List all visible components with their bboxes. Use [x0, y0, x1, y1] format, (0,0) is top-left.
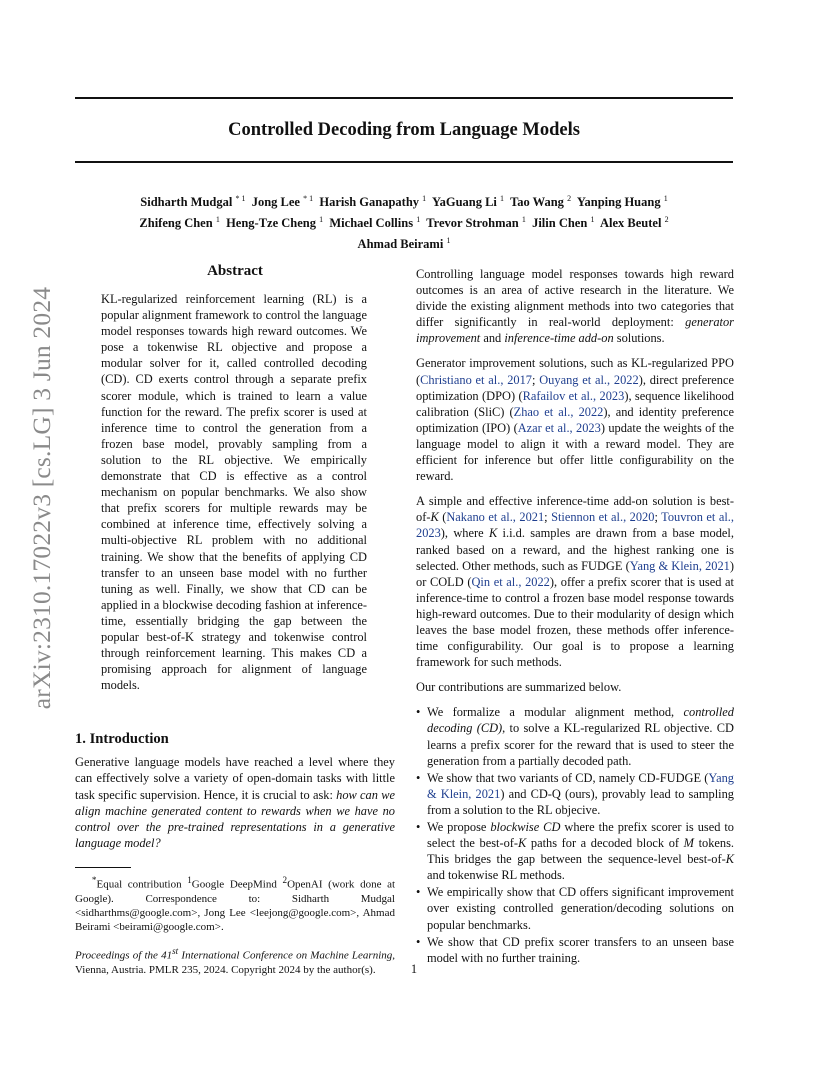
- affiliation-mark: 1: [319, 215, 324, 225]
- text: A simple and effective inference-time add-on solution is best-of-: [416, 494, 734, 525]
- title-rule: [75, 161, 733, 163]
- text: ;: [654, 510, 662, 525]
- text: We show that CD prefix scorer transfers to an unseen base model with no further training.: [427, 934, 734, 965]
- emphasis: controlled decoding (CD): [427, 705, 734, 736]
- affiliation-mark: 1: [416, 215, 421, 225]
- text: ) or COLD (: [416, 558, 734, 589]
- text: ;: [544, 510, 552, 525]
- footnote-correspondence: Sidharth Mudgal <sidharthms@google.com>, Jong Lee <leejong@google.com>, Ahmad Beirami <beirami@google.com>.: [75, 892, 395, 934]
- arxiv-identifier: arXiv:2310.17022v3 [cs.LG] 3 Jun 2024: [27, 286, 56, 710]
- text: (: [438, 510, 447, 525]
- author-list: [75, 190, 733, 253]
- math-k: K: [488, 526, 498, 541]
- footnote-aff2-mark: 2: [282, 874, 288, 885]
- math-k: K: [430, 510, 439, 525]
- author-line-1: [75, 190, 733, 211]
- author: Michael Collins: [329, 216, 414, 231]
- list-item: [416, 884, 734, 932]
- text: Controlling language model responses towards high reward outcomes is an area of active research in the literature. We divide the existing alignment methods into two categories that differ significantly in real-world deployment:: [416, 267, 734, 330]
- affiliation-mark: 1: [446, 236, 451, 246]
- author: Yanping Huang: [576, 195, 661, 210]
- text: Generator improvement solutions, such as KL-regularized PPO (: [416, 356, 734, 387]
- text: We empirically show that CD offers significant improvement over existing controlled generation/decoding solutions on popular benchmarks.: [427, 885, 734, 932]
- proceedings-conference: International Conference on Machine Learning: [181, 950, 393, 963]
- text: ) and CD-Q (ours), provably lead to sampling from a solution to the RL objecive.: [427, 786, 734, 817]
- footnote-aff1-mark: 1: [187, 874, 192, 885]
- abstract-heading: Abstract: [207, 263, 263, 279]
- text: ) update the weights of the language model to align it with a reward model. They are efficient for inference but offer little configurability on the reward.: [416, 420, 734, 484]
- list-item: [416, 819, 734, 883]
- footnote-rule: [75, 867, 131, 868]
- text: ), sequence likelihood calibration (SliC) (: [416, 388, 734, 419]
- author-line-2: [75, 211, 733, 232]
- right-paragraph-1: [416, 266, 734, 346]
- section-heading-introduction: 1. Introduction: [75, 731, 169, 748]
- author: Heng-Tze Cheng: [226, 216, 316, 231]
- affiliation-mark: 1: [422, 194, 427, 203]
- proceedings-edition-sup: st: [172, 946, 179, 957]
- emphasis: inference-time add-on: [504, 331, 614, 346]
- proceedings-lead: Proceedings of the: [75, 950, 158, 963]
- math-k: K: [725, 852, 734, 867]
- affiliation-mark: 1: [663, 194, 668, 203]
- proceedings-tail: , Vienna, Austria. PMLR 235, 2024. Copyright 2024 by the author(s).: [75, 950, 396, 977]
- top-rule: [75, 97, 733, 99]
- affiliation-mark: 1: [521, 215, 526, 225]
- right-paragraph-3: [416, 493, 734, 670]
- math-m: M: [683, 836, 694, 851]
- text: ), and identity preference optimization (IPO) (: [416, 404, 734, 435]
- affiliation-mark: 2: [664, 215, 669, 225]
- author: Zhifeng Chen: [139, 216, 213, 231]
- affiliation-mark: 1: [500, 194, 505, 203]
- footnote: [75, 873, 395, 934]
- author: Jilin Chen: [532, 216, 588, 231]
- text: i.i.d. samples are drawn from a base model, ranked based on a reward, and the highest ranking one is selected. Other methods, such as FUDGE (: [416, 526, 734, 573]
- citation-link[interactable]: Yang & Klein, 2021: [427, 770, 734, 801]
- math-k: K: [518, 836, 527, 851]
- author: Trevor Strohman: [426, 216, 519, 231]
- text: ), offer a prefix scorer that is used at inference-time to control a frozen base model response towards high-reward outcomes. Due to their modularity of design which leaves the base model frozen, these methods offer inference-time configurability. Our goal is to propose a learning framework for such methods.: [416, 574, 735, 670]
- citation-link[interactable]: Rafailov et al., 2023: [522, 388, 625, 403]
- citation-link[interactable]: Azar et al., 2023: [517, 420, 601, 435]
- emphasis: blockwise CD: [490, 820, 561, 834]
- list-item: [416, 770, 734, 818]
- text: tokens. This bridges the gap between the sequence-level best-of-: [427, 836, 735, 867]
- citation-link[interactable]: Stiennon et al., 2020: [551, 510, 655, 525]
- author: YaGuang Li: [431, 195, 497, 210]
- author: Jong Lee: [251, 195, 300, 210]
- text: ), where: [440, 526, 489, 541]
- text: and: [483, 331, 502, 346]
- affiliation-mark: 1: [215, 215, 220, 225]
- citation-link[interactable]: Christiano et al., 2017: [420, 372, 532, 387]
- text: and tokenwise RL methods.: [427, 868, 565, 883]
- citation-link[interactable]: Ouyang et al., 2022: [539, 372, 639, 387]
- intro-paragraph: [75, 754, 395, 851]
- affiliation-mark: * 1: [303, 194, 314, 203]
- citation-link[interactable]: Yang & Klein, 2021: [629, 558, 730, 573]
- bullet-icon: •: [416, 705, 421, 720]
- intro-text: Generative language models have reached a level where they can effectively solve a variety of open-domain tasks with little task specific supervision. Hence, it is crucial to ask:: [75, 755, 395, 802]
- bullet-icon: •: [416, 820, 421, 834]
- footnote-star: *: [91, 874, 97, 885]
- abstract-text: KL-regularized reinforcement learning (RL) is a popular alignment framework to control the language model responses towards high reward outcomes. We pose a tokenwise RL objective and propose a modular solver for it, called controlled decoding (CD). CD exerts control through a separate prefix scorer module, which is trained to learn a value function for the reward. The prefix scorer is used at inference time to control the generation from a frozen base model, provably sampling from a solution to the RL objective. We empirically demonstrate that CD is effective as a control mechanism on popular benchmarks. We also show that prefix scorers for multiple rewards may be combined at inference time, effectively solving a multi-objective RL problem with no additional training. We show that the benefits of applying CD transfer to an unseen base model with no further tuning as well. Finally, we show that CD can be applied in a blockwise decoding fashion at inference-time, essentially bridging the gap between the popular best-of-K strategy and tokenwise control through reinforcement learning. This makes CD a promising approach for alignment of language models.: [101, 292, 367, 693]
- right-column: [416, 266, 734, 967]
- footnote-aff1: Google DeepMind: [191, 878, 277, 891]
- text: ;: [532, 372, 540, 387]
- left-column: [75, 263, 395, 977]
- text: ), direct preference optimization (DPO) (: [416, 372, 734, 403]
- text: We propose: [427, 820, 487, 834]
- citation-link[interactable]: Nakano et al., 2021: [446, 510, 545, 525]
- text: where the prefix scorer is used to select the best-of-: [427, 820, 735, 851]
- citation-link[interactable]: Qin et al., 2022: [471, 574, 550, 589]
- footnote-equal: Equal contribution: [96, 878, 182, 891]
- bullet-icon: •: [416, 934, 421, 949]
- bullet-icon: •: [416, 885, 421, 900]
- right-paragraph-2: [416, 355, 734, 484]
- citation-link[interactable]: Touvron et al., 2023: [416, 510, 734, 541]
- emphasis: generator improvement: [416, 315, 734, 346]
- text: , to solve a KL-regularized RL objective. CD learns a prefix scorer for the reward that is used to steer the generation from a partially decoded path.: [427, 721, 734, 768]
- list-item: [416, 704, 734, 768]
- text: paths for a decoded block of: [530, 836, 680, 851]
- contributions-intro: Our contributions are summarized below.: [416, 680, 622, 695]
- text: solutions.: [616, 331, 665, 346]
- text: We show that two variants of CD, namely CD-FUDGE (: [427, 770, 709, 785]
- author: Harish Ganapathy: [319, 195, 420, 210]
- bullet-icon: •: [416, 770, 421, 785]
- text: We formalize a modular alignment method,: [427, 705, 675, 720]
- author: Alex Beutel: [600, 216, 662, 231]
- intro-question: how can we align machine generated content to rewards when we have no control over the pre-trained representations in a generative language model?: [75, 787, 395, 850]
- affiliation-mark: * 1: [235, 194, 246, 203]
- proceedings-edition: 41: [161, 950, 173, 963]
- author-line-3: [75, 232, 733, 253]
- citation-link[interactable]: Zhao et al., 2022: [513, 404, 604, 419]
- author: Sidharth Mudgal: [140, 195, 233, 210]
- page-number: 1: [410, 962, 418, 976]
- affiliation-mark: 2: [567, 194, 572, 203]
- author: Ahmad Beirami: [357, 237, 444, 252]
- contributions-list: [416, 704, 734, 966]
- author: Tao Wang: [510, 195, 564, 210]
- paper-title: Controlled Decoding from Language Models: [228, 120, 580, 140]
- affiliation-mark: 1: [590, 215, 595, 225]
- footnote-aff2: OpenAI (work done at Google). Correspondence to:: [75, 878, 396, 905]
